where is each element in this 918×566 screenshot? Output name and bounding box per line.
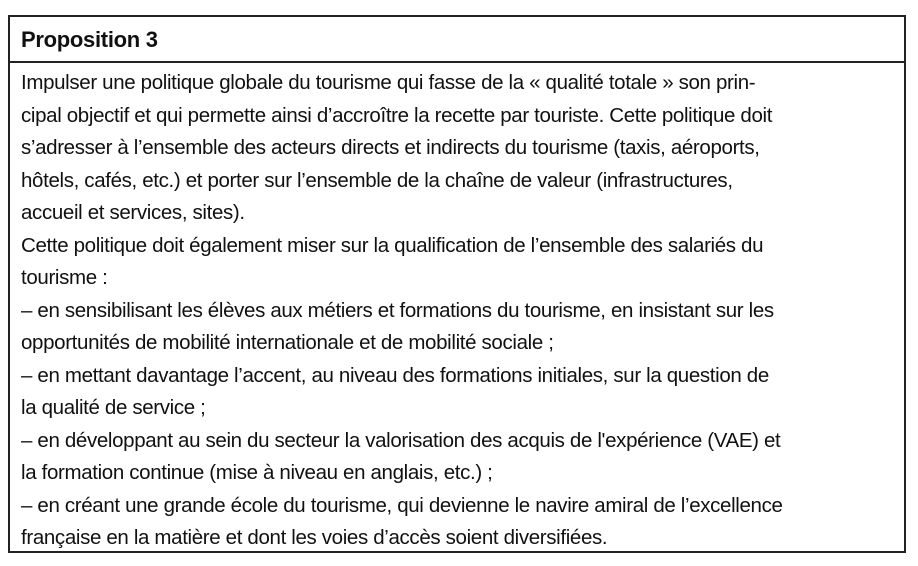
- body-line: accueil et services, sites).: [21, 201, 245, 224]
- proposition-body: [10, 63, 904, 555]
- bullet-line: – en créant une grande école du tourisme, qui devienne le navire amiral de l’excellence: [21, 493, 783, 517]
- bullet-line: la formation continue (mise à niveau en anglais, etc.) ;: [21, 461, 493, 484]
- body-line: cipal objectif et qui permette ainsi d’accroître la recette par touriste. Cette politique doit: [21, 103, 773, 127]
- body-line: s’adresser à l’ensemble des acteurs directs et indirects du tourisme (taxis, aéroports,: [21, 136, 760, 159]
- body-line: Impulser une politique globale du tourisme qui fasse de la « qualité totale » son prin-: [21, 71, 756, 94]
- proposition-box: [8, 15, 906, 553]
- bullet-line: – en mettant davantage l’accent, au niveau des formations initiales, sur la question de: [21, 363, 769, 387]
- proposition-title: Proposition 3: [10, 17, 904, 63]
- bullet-line: – en développant au sein du secteur la valorisation des acquis de l'expérience (VAE) et: [21, 428, 781, 452]
- bullet-line: française en la matière et dont les voies d’accès soient diversifiées.: [21, 526, 608, 549]
- body-line: tourisme :: [21, 266, 108, 289]
- body-line: hôtels, cafés, etc.) et porter sur l’ensemble de la chaîne de valeur (infrastructures,: [21, 168, 733, 192]
- body-line: Cette politique doit également miser sur la qualification de l’ensemble des salariés du: [21, 233, 764, 257]
- bullet-line: – en sensibilisant les élèves aux métiers et formations du tourisme, en insistant sur les: [21, 298, 774, 322]
- bullet-line: la qualité de service ;: [21, 396, 206, 419]
- bullet-line: opportunités de mobilité internationale et de mobilité sociale ;: [21, 331, 554, 354]
